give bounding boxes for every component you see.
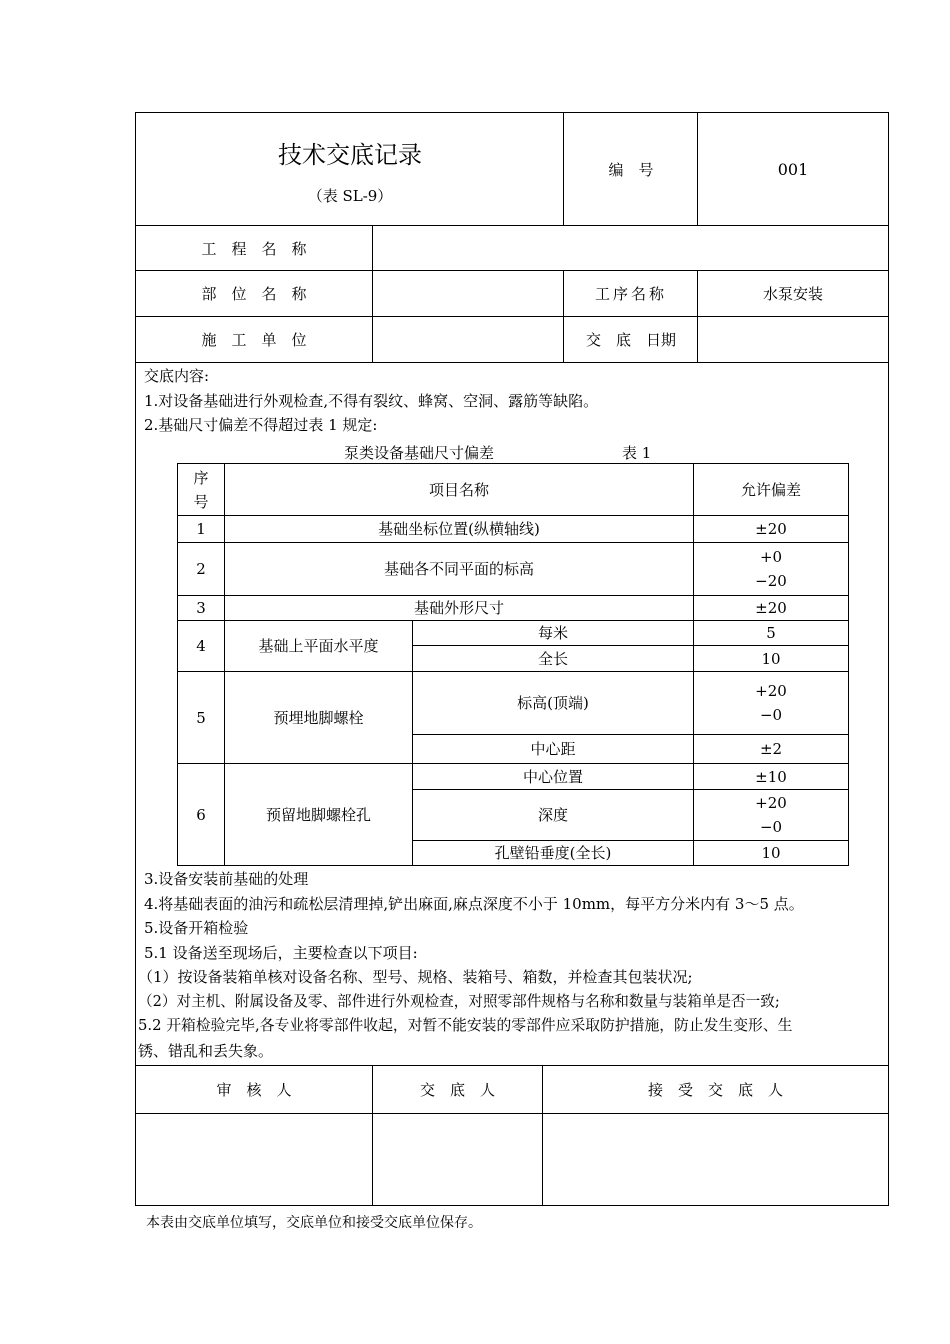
row-tolerance: ±10 bbox=[755, 767, 787, 786]
content-line: 5.设备开箱检验 bbox=[144, 919, 249, 937]
row-no: 3 bbox=[196, 599, 206, 617]
content-line: （2）对主机、附属设备及零、部件进行外观检查，对照零部件规格与名称和数量与装箱单是否一致; bbox=[138, 992, 780, 1010]
row-tolerance bbox=[694, 543, 848, 595]
construction-unit-label: 施 工 单 位 bbox=[201, 331, 307, 349]
table1-caption-number: 表 1 bbox=[622, 444, 652, 462]
form-title: 技术交底记录 bbox=[278, 141, 422, 169]
divider bbox=[697, 113, 698, 226]
disclosure-date-value bbox=[698, 317, 888, 362]
row-subitem: 孔壁铅垂度(全长) bbox=[494, 844, 612, 862]
tolerance-table bbox=[177, 463, 849, 866]
content-line: 锈、错乱和丢失象。 bbox=[138, 1041, 274, 1060]
number-value: 001 bbox=[777, 160, 809, 179]
receiver-label: 接 受 交 底 人 bbox=[647, 1081, 783, 1099]
row-item: 预埋地脚螺栓 bbox=[273, 708, 364, 727]
row-no: 5 bbox=[196, 708, 206, 727]
content-line: 5.2 开箱检验完毕,各专业将零部件收起，对暂不能安装的零部件应采取防护措施，防止发生变形、生 bbox=[138, 1017, 793, 1034]
col-header-seq-line: 序 bbox=[193, 468, 209, 487]
content-line: 1.对设备基础进行外观检查,不得有裂纹、蜂窝、空洞、露筋等缺陷。 bbox=[144, 391, 599, 410]
row-item: 基础各不同平面的标高 bbox=[383, 560, 534, 578]
tolerance-upper: +20 bbox=[755, 794, 787, 812]
part-name-value bbox=[373, 271, 563, 316]
divider bbox=[563, 271, 564, 362]
row-item: 基础外形尺寸 bbox=[413, 599, 504, 617]
row-tolerance: 5 bbox=[766, 624, 776, 642]
content-line: 2.基础尺寸偏差不得超过表 1 规定: bbox=[144, 416, 378, 434]
row-no: 1 bbox=[196, 520, 206, 538]
row-tolerance: ±20 bbox=[755, 599, 787, 617]
row-tolerance: 10 bbox=[761, 649, 781, 668]
table1-caption bbox=[136, 442, 890, 462]
process-name-label: 工序名称 bbox=[594, 285, 667, 303]
row-tolerance bbox=[694, 672, 848, 734]
technical-disclosure-form bbox=[135, 112, 889, 1206]
tolerance-lower: −20 bbox=[755, 572, 787, 590]
content-line: 3.设备安装前基础的处理 bbox=[144, 870, 309, 888]
divider bbox=[563, 113, 564, 226]
row-no: 4 bbox=[196, 637, 206, 655]
tolerance-upper: +20 bbox=[755, 682, 787, 700]
disclosure-content-continued bbox=[138, 867, 889, 1063]
discloser-label: 交 底 人 bbox=[419, 1081, 495, 1099]
row-tolerance: 10 bbox=[761, 844, 781, 862]
row-no: 2 bbox=[196, 560, 206, 578]
disclosure-content bbox=[144, 364, 889, 438]
row-item: 基础上平面水平度 bbox=[258, 637, 379, 655]
content-line: （1）按设备装箱单核对设备名称、型号、规格、装箱号、箱数，并检查其包装状况; bbox=[138, 968, 693, 986]
process-name-value: 水泵安装 bbox=[762, 285, 823, 303]
tolerance-lower: −0 bbox=[759, 706, 783, 724]
form-subtitle: （表 SL-9） bbox=[307, 187, 393, 205]
row-subitem: 深度 bbox=[537, 806, 568, 824]
row-item: 基础坐标位置(纵横轴线) bbox=[378, 520, 540, 538]
content-line: 4.将基础表面的油污和疏松层清理掉,铲出麻面,麻点深度不小于 10mm，每平方分米内有 3～5 点。 bbox=[144, 894, 804, 913]
col-header-seq-line: 号 bbox=[193, 492, 209, 511]
col-header-item: 项目名称 bbox=[428, 480, 489, 499]
divider bbox=[372, 226, 373, 362]
divider bbox=[136, 362, 888, 363]
construction-unit-value bbox=[373, 317, 563, 362]
row-tolerance: ±2 bbox=[759, 740, 783, 758]
reviewer-label: 审 核 人 bbox=[216, 1081, 292, 1099]
discloser-signature-field[interactable] bbox=[373, 1114, 542, 1205]
number-label: 编 号 bbox=[608, 161, 654, 179]
row-no: 6 bbox=[196, 805, 206, 824]
tolerance-upper: +0 bbox=[759, 548, 783, 566]
row-subitem: 标高(顶端) bbox=[517, 694, 589, 712]
row-item: 预留地脚螺栓孔 bbox=[265, 805, 371, 824]
col-header-tolerance: 允许偏差 bbox=[740, 480, 801, 499]
row-tolerance bbox=[694, 790, 848, 840]
row-subitem: 中心距 bbox=[530, 740, 576, 758]
tolerance-lower: −0 bbox=[759, 818, 783, 836]
content-heading: 交底内容: bbox=[144, 367, 210, 385]
row-subitem: 中心位置 bbox=[522, 767, 583, 786]
row-subitem: 每米 bbox=[537, 624, 568, 642]
receiver-signature-field[interactable] bbox=[543, 1114, 888, 1205]
table1-caption-text: 泵类设备基础尺寸偏差 bbox=[344, 444, 495, 462]
part-name-label: 部 位 名 称 bbox=[201, 285, 307, 303]
project-name-label: 工 程 名 称 bbox=[201, 240, 307, 258]
col-header-seq bbox=[178, 464, 224, 515]
row-subitem: 全长 bbox=[537, 649, 568, 668]
reviewer-signature-field[interactable] bbox=[136, 1114, 372, 1205]
divider bbox=[697, 271, 698, 362]
content-line: 5.1 设备送至现场后，主要检查以下项目: bbox=[144, 943, 418, 962]
footnote: 本表由交底单位填写，交底单位和接受交底单位保存。 bbox=[146, 1215, 482, 1231]
row-tolerance: ±20 bbox=[755, 520, 787, 538]
disclosure-date-label: 交 底 日期 bbox=[585, 331, 676, 349]
project-name-value bbox=[373, 226, 888, 271]
